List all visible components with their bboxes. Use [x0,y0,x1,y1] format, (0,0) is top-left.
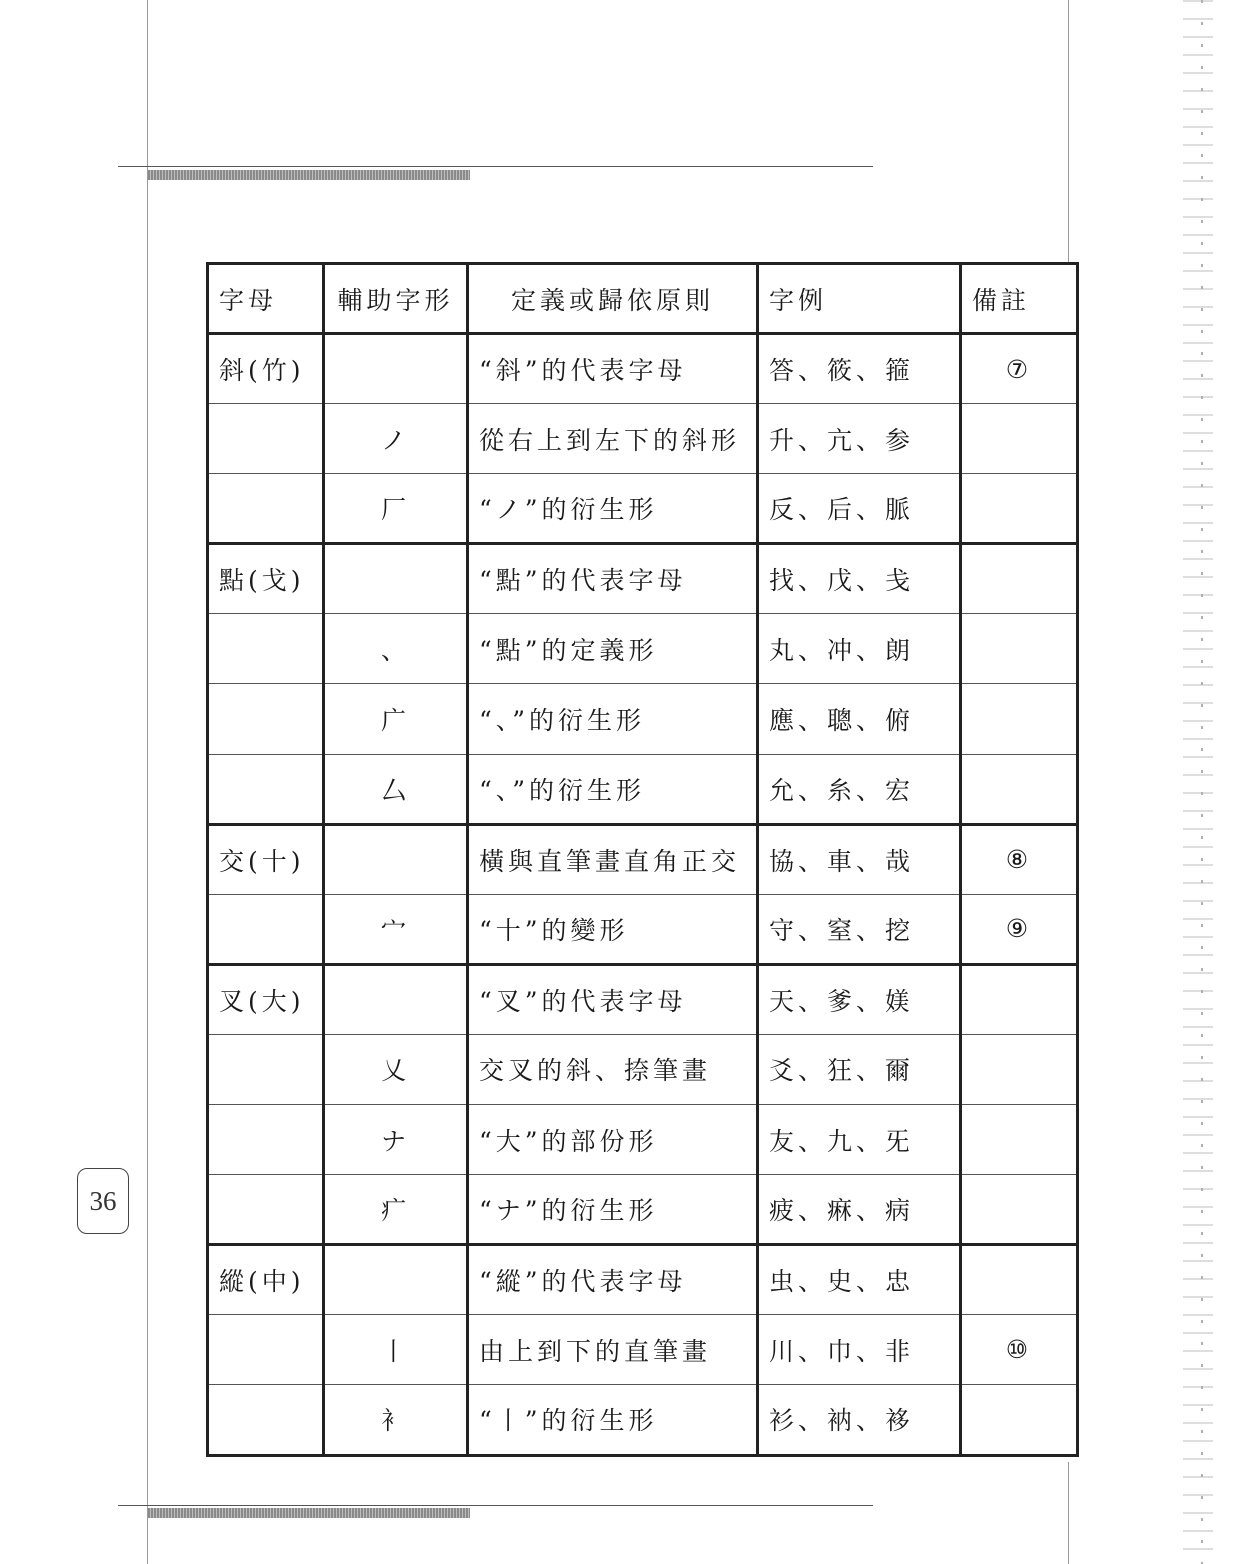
definition-cell: “、”的衍生形 [468,684,758,754]
table-header-row [208,264,1078,334]
definition-cell: “點”的定義形 [468,614,758,684]
note-cell [961,1175,1078,1245]
header-rule [118,166,873,167]
header-letter: 字母 [208,264,324,334]
examples-cell: 應、聰、俯 [758,684,961,754]
header-aux-form: 輔助字形 [324,264,468,334]
binding-dots [1183,0,1213,1564]
definition-cell: “點”的代表字母 [468,544,758,614]
aux-form-cell: 、 [324,614,468,684]
definition-cell: “斜”的代表字母 [468,334,758,404]
note-cell [961,754,1078,824]
examples-cell: 答、筱、箍 [758,334,961,404]
aux-form-cell: 厂 [324,474,468,544]
definition-cell: 從右上到左下的斜形 [468,404,758,474]
definition-cell: “、”的衍生形 [468,754,758,824]
note-cell [961,474,1078,544]
definition-cell: “縱”的代表字母 [468,1245,758,1315]
table-row [208,1245,1078,1315]
aux-form-cell: 疒 [324,1175,468,1245]
definition-cell: “十”的變形 [468,894,758,964]
table-row [208,894,1078,964]
definition-cell: 交叉的斜、捺筆畫 [468,1034,758,1104]
note-cell: ⑦ [961,334,1078,404]
note-cell [961,1245,1078,1315]
definition-cell: 橫與直筆畫直角正交 [468,824,758,894]
table-row [208,404,1078,474]
header-definition: 定義或歸依原則 [468,264,758,334]
note-cell [961,1105,1078,1175]
table-row [208,754,1078,824]
examples-cell: 天、爹、媄 [758,964,961,1034]
examples-cell: 丸、冲、朗 [758,614,961,684]
examples-cell: 友、九、旡 [758,1105,961,1175]
examples-cell: 疲、痳、病 [758,1175,961,1245]
examples-cell: 衫、衲、袳 [758,1385,961,1455]
letter-cell [208,1105,324,1175]
aux-form-cell: 丨 [324,1315,468,1385]
right-margin-line [1068,0,1069,262]
footer-rule [118,1505,873,1506]
aux-form-cell: ナ [324,1105,468,1175]
table-row [208,334,1078,404]
aux-form-cell [324,1245,468,1315]
left-margin-line [147,0,148,1564]
table-row [208,964,1078,1034]
examples-cell: 協、車、哉 [758,824,961,894]
examples-cell: 川、巾、非 [758,1315,961,1385]
letter-cell [208,1385,324,1455]
note-cell [961,1385,1078,1455]
header-note: 備註 [961,264,1078,334]
letter-cell: 交(十) [208,824,324,894]
table-row [208,1105,1078,1175]
examples-cell: 找、戊、戋 [758,544,961,614]
letter-cell [208,894,324,964]
examples-cell: 守、窒、挖 [758,894,961,964]
table-row [208,544,1078,614]
aux-form-cell [324,334,468,404]
examples-cell: 允、糸、宏 [758,754,961,824]
table-row [208,614,1078,684]
table-row [208,1034,1078,1104]
examples-cell: 升、亢、参 [758,404,961,474]
note-cell: ⑧ [961,824,1078,894]
table-row [208,474,1078,544]
table-row [208,684,1078,754]
header-bar [148,170,470,180]
definition-cell: 由上到下的直筆畫 [468,1315,758,1385]
examples-cell: 反、后、脈 [758,474,961,544]
letter-cell [208,1034,324,1104]
table-row [208,1175,1078,1245]
definition-cell: “ナ”的衍生形 [468,1175,758,1245]
examples-cell: 爻、狂、爾 [758,1034,961,1104]
letter-cell: 點(戈) [208,544,324,614]
aux-form-cell: 衤 [324,1385,468,1455]
letter-cell [208,1175,324,1245]
examples-cell: 虫、史、忠 [758,1245,961,1315]
letter-cell [208,684,324,754]
letter-cell: 叉(大) [208,964,324,1034]
definition-cell: “丨”的衍生形 [468,1385,758,1455]
binding-dots-inner [1201,0,1203,1564]
right-margin-line-lower [1068,1462,1069,1564]
table-row [208,1385,1078,1455]
note-cell [961,404,1078,474]
note-cell: ⑩ [961,1315,1078,1385]
header-examples: 字例 [758,264,961,334]
letter-cell [208,404,324,474]
footer-bar [148,1508,470,1518]
aux-form-cell [324,544,468,614]
note-cell: ⑨ [961,894,1078,964]
table-row [208,824,1078,894]
stroke-letter-table [206,262,1079,1457]
definition-cell: “大”的部份形 [468,1105,758,1175]
aux-form-cell: 乂 [324,1034,468,1104]
aux-form-cell: 广 [324,684,468,754]
note-cell [961,684,1078,754]
note-cell [961,544,1078,614]
letter-cell [208,754,324,824]
definition-cell: “叉”的代表字母 [468,964,758,1034]
aux-form-cell: 厶 [324,754,468,824]
letter-cell [208,1315,324,1385]
letter-cell: 縱(中) [208,1245,324,1315]
note-cell [961,1034,1078,1104]
aux-form-cell: ノ [324,404,468,474]
aux-form-cell [324,824,468,894]
letter-cell [208,474,324,544]
aux-form-cell [324,964,468,1034]
letter-cell: 斜(竹) [208,334,324,404]
page-number: 36 [77,1168,129,1234]
table-row [208,1315,1078,1385]
aux-form-cell: 宀 [324,894,468,964]
note-cell [961,964,1078,1034]
letter-cell [208,614,324,684]
definition-cell: “ノ”的衍生形 [468,474,758,544]
note-cell [961,614,1078,684]
